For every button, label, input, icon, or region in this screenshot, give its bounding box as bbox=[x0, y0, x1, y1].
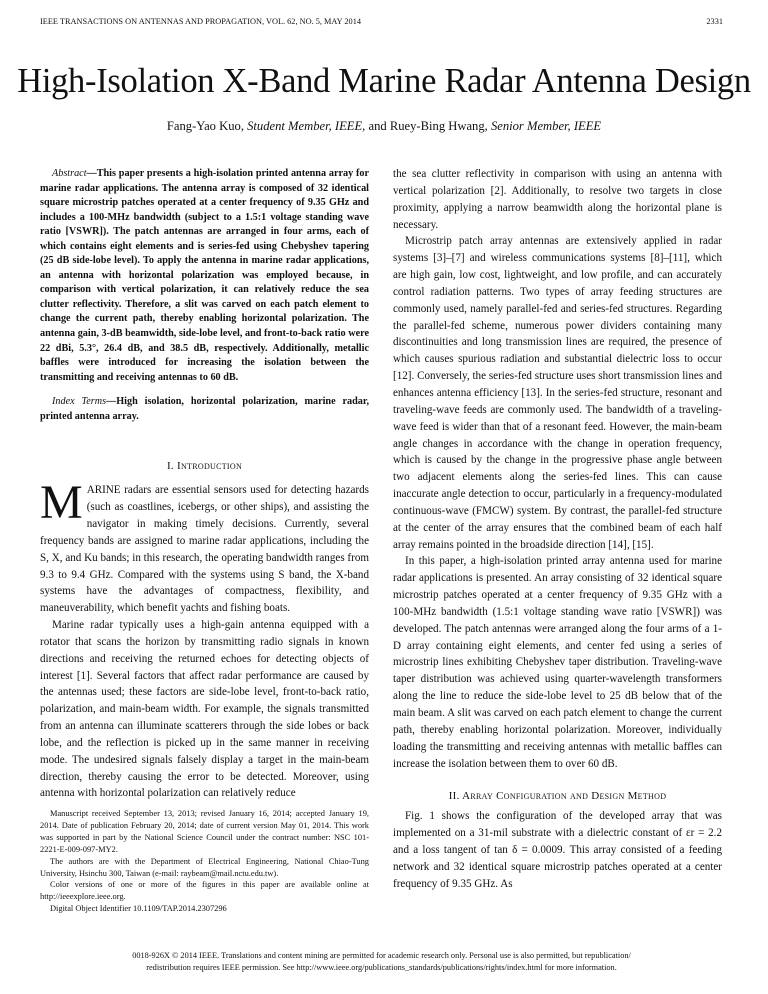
intro-paragraph-1 bbox=[40, 476, 369, 617]
author-line bbox=[0, 119, 768, 134]
index-terms bbox=[40, 395, 369, 424]
section2-paragraph-1: Fig. 1 shows the configuration of the developed array that was implemented on a 31-mil substrate with a dielectric constant of εr = 2.2 and a loss tangent of tan δ = 0.0009. This array consisted of a feeding network and 32 identical square microstrip patches operated at a center frequency of 9.35 GHz. As bbox=[393, 810, 722, 890]
intro-paragraph-3: Microstrip patch array antennas are extensively applied in radar systems [3]–[7] and wireless communications systems [8]–[11], which are high gain, low cost, lightweight, and low profile, and can accurately control radiation patterns. Two types of array feeding structures are commonly used, namely parallel-fed and series-fed structures. Regarding the parallel-fed scheme, numerous power dividers containing many discontinuities and long transmission lines are required, the presence of which causes spurious radiation and substantial dielectric loss to occur [12]. Conversely, the series-fed structure uses short transmission lines and enhances antenna efficiency [13]. In the series-fed structure, resonant and traveling-wave feeds are commonly used. The bandwidth of a traveling-wave feed is wider than that of a resonant feed. However, the main-beam angle changes in accordance with the change in operation frequency, which is caused by the change in the progressive phase angle between two adjacent elements along the series-fed lines. This can cause inaccurate angle detection to occur, particularly in a frequency-modulated continuous-wave (FMCW) system. By contrast, the parallel-fed structure at the center of the array ensures that the combined beam of each half array remains pointed in the broadside direction [14], [15]. bbox=[393, 235, 722, 551]
index-terms-text: —High isolation, horizontal polarization, marine radar, printed antenna array. bbox=[40, 396, 369, 422]
drop-cap: M bbox=[40, 476, 83, 530]
footnote-doi: Digital Object Identifier 10.1109/TAP.2014.2307296 bbox=[50, 904, 227, 914]
author-2: Ruey-Bing Hwang, bbox=[389, 119, 488, 133]
left-column bbox=[40, 167, 369, 802]
journal-name: IEEE TRANSACTIONS ON ANTENNAS AND PROPAGATION, VOL. 62, NO. 5, MAY 2014 bbox=[40, 17, 361, 26]
abstract-text: —This paper presents a high-isolation printed antenna array for marine radar applications. The antenna array is composed of 32 identical square microstrip patches operated at a center frequency of 9.35 GHz and includes a 100-MHz bandwidth (subject to a 1.5:1 voltage standing wave ratio [VSWR]). The patch antennas are arranged in four arms, each of which contains eight elements and is series-fed using Chebyshev tapering (25 dB side-lobe level). To apply the antenna in marine radar applications, an antenna with horizontal polarization was employed because, in comparison with vertical polarization, it can relatively reduce the sea clutter reflectivity. Therefore, a slit was carved on each patch element to change the current path, thereby enabling horizontal polarization. The antenna gain, 3-dB beamwidth, side-lobe level, and front-to-back ratio were 22 dBi, 5.3°, 26.4 dB, and 38.5 dB, respectively. Additionally, metallic baffles were introduced for increasing the isolation between the transmitting and receiving antennas to 60 dB. bbox=[40, 168, 369, 383]
footer-line-2: redistribution requires IEEE permission. See http://www.ieee.org/publications_standards/publications/rights/index.html for more information. bbox=[146, 962, 617, 972]
author-2-role: Senior Member, IEEE bbox=[490, 119, 602, 133]
section-heading-array-configuration: II. Array Configuration and Design Method bbox=[448, 790, 667, 803]
footnotes bbox=[40, 808, 369, 915]
footnote-manuscript: Manuscript received September 13, 2013; revised January 16, 2014; accepted January 19, 2014. Date of publication February 20, 2014; date of current version May 01, 2014. This work was supported in part by the National Science Council under the contract number: NSC 101-2221-E-009-097-MY2. bbox=[40, 809, 369, 854]
author-1: Fang-Yao Kuo, bbox=[166, 119, 244, 133]
abstract-label: Abstract bbox=[52, 168, 87, 179]
paper-title: High-Isolation X-Band Marine Radar Antenna Design bbox=[17, 62, 751, 100]
author-conjunction: and bbox=[368, 119, 387, 133]
footnote-color: Color versions of one or more of the figures in this paper are available online at http://ieeexplore.ieee.org. bbox=[40, 880, 369, 902]
running-header bbox=[40, 17, 723, 26]
index-terms-label: Index Terms bbox=[52, 396, 107, 408]
intro-paragraph-4: In this paper, a high-isolation printed array antenna used for marine radar applications is presented. An array consisting of 32 identical square microstrip patches operated at a center frequency of 9.35 GHz with a 100-MHz bandwidth (1.5:1 voltage standing wave ratio [VSWR]) was developed. The patch antennas were arranged along the four arms of a 1-D array containing eight elements, and center fed using a series of microstrip lines exhibiting Chebyshev taper distribution. Traveling-wave taper distribution was achieved using quarter-wavelength transformers along the line to reduce the side-lobe level to 25 dB below that of the main beam. A slit was carved on each patch element to change the current path, thereby enabling horizontal polarization. Moreover, individually loading the transmitting and receiving antennas with metallic baffles can increase the isolation between them to over 60 dB. bbox=[393, 555, 722, 770]
right-column bbox=[393, 166, 722, 893]
footer-line-1: 0018-926X © 2014 IEEE. Translations and content mining are permitted for academic research only. Personal use is also permitted, but republication/ bbox=[132, 951, 631, 960]
intro-paragraph-2-cont: the sea clutter reflectivity in comparison with using an antenna with vertical polarization [2]. Additionally, to resolve two targets in close proximity, applying a narrow beamwidth along the horizontal plane is necessary. bbox=[393, 168, 722, 231]
intro-paragraph-1-text: ARINE radars are essential sensors used for detecting hazards (such as coastlines, icebergs, or other ships), and assisting the navigator in making timely decisions. Currently, several frequency bands are assigned to marine radar applications, including the S, X, and Ku bands; in this research, the operating bandwidth ranges from 9.3 to 9.4 GHz. Compared with the systems using S band, the X-band systems have the advantages of compactness, flexibility, and maneuverability, which benefit yachts and fishing boats. bbox=[40, 484, 369, 615]
copyright-footer bbox=[40, 950, 723, 974]
section-heading-introduction: I. Introduction bbox=[166, 460, 243, 473]
author-1-role: Student Member, IEEE, bbox=[247, 119, 366, 133]
page-number: 2331 bbox=[706, 17, 723, 26]
abstract bbox=[40, 167, 369, 385]
intro-paragraph-2: Marine radar typically uses a high-gain antenna equipped with a rotator that scans the horizon by transmitting radio signals in known directions and receiving the returned echoes for detecting objects of interest [1]. Several factors that affect radar performance are caused by the antennas used; these factors are side-lobe level, front-to-back ratio, polarization, and main-beam width. For example, the signals transmitted from an antenna can illuminate scatterers through the side lobes or back lobe, and the reflection is picked up in the same manner in receiving mode. The undesired signals falsely display a target in the main-beam direction, thereby causing the error to be detected. Moreover, using antenna with horizontal polarization can relatively reduce bbox=[40, 619, 369, 800]
footnote-affiliation: The authors are with the Department of Electrical Engineering, National Chiao-Tung University, Hsinchu 300, Taiwan (e-mail: raybeam@mail.nctu.edu.tw). bbox=[40, 856, 369, 878]
